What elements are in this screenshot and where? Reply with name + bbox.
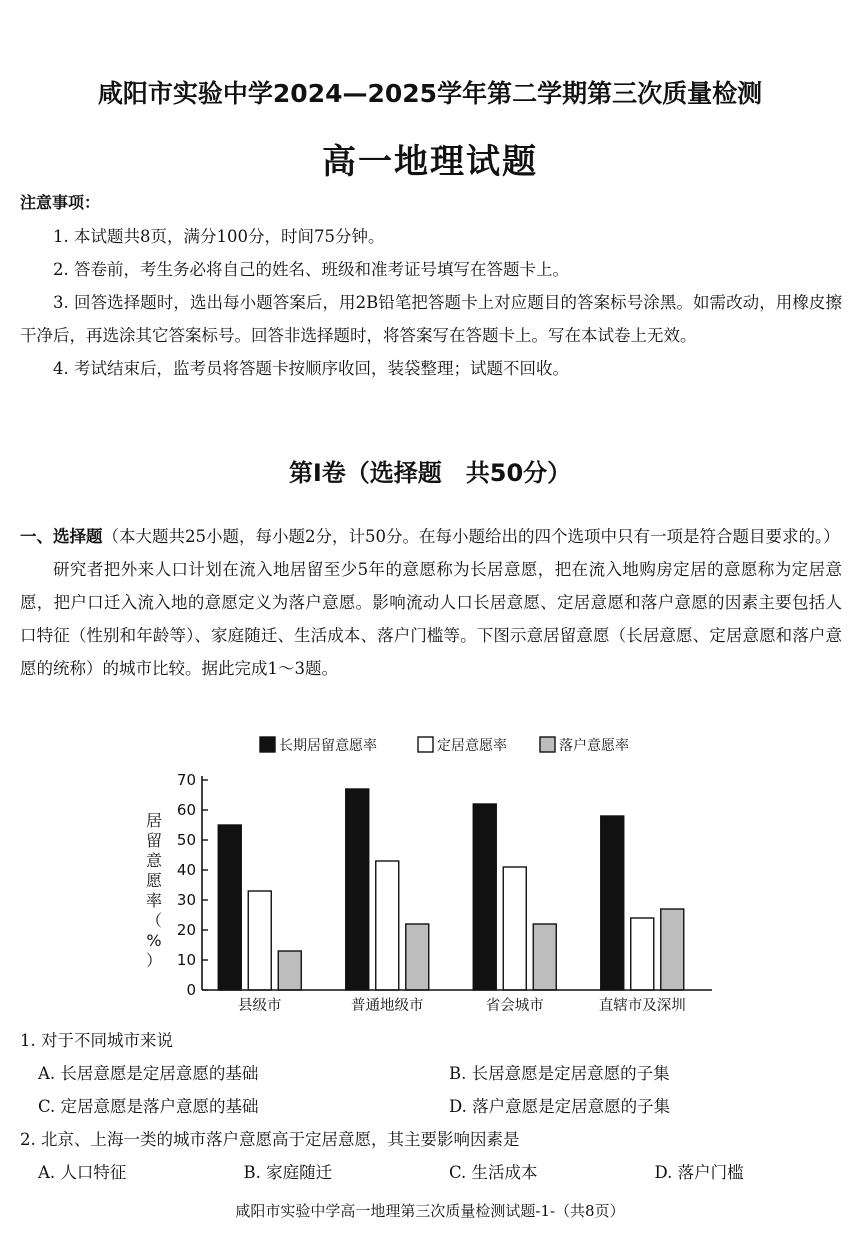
y-tick-label: 0 — [186, 981, 196, 999]
bar — [533, 924, 556, 990]
part-instructions — [20, 520, 842, 553]
note-item-2: 2. 答卷前，考生务必将自己的姓名、班级和准考证号填写在答题卡上。 — [53, 260, 569, 279]
chart-bars — [218, 789, 684, 990]
questions — [20, 1024, 842, 1189]
part-description: （本大题共25小题，每小题2分，计50分。在每小题给出的四个选项中只有一项是符合题目要求的。） — [102, 527, 840, 546]
question-intro — [20, 520, 842, 685]
notes-heading: 注意事项： — [20, 193, 101, 212]
bar — [473, 804, 496, 990]
y-tick-label: 50 — [176, 831, 196, 849]
bar — [248, 891, 271, 990]
q1-option-a: A. 长居意愿是定居意愿的基础 — [38, 1064, 259, 1083]
legend-label: 落户意愿率 — [559, 738, 629, 754]
section-title: 第Ⅰ卷（选择题 共50分） — [288, 459, 572, 487]
passage: 研究者把外来人口计划在流入地居留至少5年的意愿称为长居意愿，把在流入地购房定居的意愿称为定居意愿，把户口迁入流入地的意愿定义为落户意愿。影响流动人口长居意愿、定居意愿和落户意愿的因素主要包括人口特征（性别和年龄等）、家庭随迁、生活成本、落户门槛等。下图示意居留意愿（长居意愿、定居意愿和落户意愿的统称）的城市比较。据此完成1～3题。 — [20, 560, 842, 678]
x-tick-label: 县级市 — [238, 998, 282, 1014]
q2-option-b: B. 家庭随迁 — [243, 1163, 333, 1182]
y-tick-label: 40 — [176, 861, 196, 879]
legend-label: 长期居留意愿率 — [279, 738, 377, 754]
legend-swatch — [260, 737, 275, 752]
bar — [376, 861, 399, 990]
bar — [406, 924, 429, 990]
bar — [503, 867, 526, 990]
y-tick-label: 20 — [176, 921, 196, 939]
exam-subject-title: 高一地理试题 — [322, 142, 538, 182]
chart-legend — [260, 737, 629, 754]
bar — [346, 789, 369, 990]
note-item-1: 1. 本试题共8页，满分100分，时间75分钟。 — [53, 227, 385, 246]
q2-option-a: A. 人口特征 — [38, 1163, 127, 1182]
notes-list — [20, 220, 842, 385]
q1-option-c: C. 定居意愿是落户意愿的基础 — [38, 1097, 259, 1116]
exam-title: 咸阳市实验中学2024—2025学年第二学期第三次质量检测 — [97, 79, 763, 108]
question-1-options — [20, 1057, 842, 1123]
x-tick-label: 省会城市 — [485, 998, 544, 1014]
y-tick-label: 70 — [176, 771, 196, 789]
residence-intention-chart — [130, 728, 730, 1018]
note-item-4: 4. 考试结束后，监考员将答题卡按顺序收回，装袋整理；试题不回收。 — [53, 359, 569, 378]
y-tick-label: 10 — [176, 951, 196, 969]
bar — [631, 918, 654, 990]
legend-swatch — [540, 737, 555, 752]
bar — [661, 909, 684, 990]
question-2-stem: 2. 北京、上海一类的城市落户意愿高于定居意愿，其主要影响因素是 — [20, 1130, 520, 1149]
y-tick-label: 30 — [176, 891, 196, 909]
x-tick-label: 直辖市及深圳 — [598, 998, 686, 1014]
page-footer: 咸阳市实验中学高一地理第三次质量检测试题-1-（共8页） — [235, 1202, 625, 1220]
y-tick-label: 60 — [176, 801, 196, 819]
question-2-options — [20, 1156, 842, 1189]
q2-option-d: D. 落户门槛 — [654, 1163, 744, 1182]
bar — [601, 816, 624, 990]
question-1-stem: 1. 对于不同城市来说 — [20, 1031, 173, 1050]
q1-option-d: D. 落户意愿是定居意愿的子集 — [449, 1097, 671, 1116]
y-axis-label — [146, 811, 162, 970]
x-axis — [202, 990, 712, 1014]
bar — [278, 951, 301, 990]
bar — [218, 825, 241, 990]
q2-option-c: C. 生活成本 — [449, 1163, 538, 1182]
legend-swatch — [418, 737, 433, 752]
q1-option-b: B. 长居意愿是定居意愿的子集 — [449, 1064, 670, 1083]
note-item-3: 3. 回答选择题时，选出每小题答案后，用2B铅笔把答题卡上对应题目的答案标号涂黑。如需改动，用橡皮擦干净后，再选涂其它答案标号。回答非选择题时，将答案写在答题卡上。写在本试卷上无效。 — [20, 293, 842, 345]
y-axis — [177, 771, 208, 999]
part-label: 一、选择题 — [20, 527, 103, 546]
x-tick-label: 普通地级市 — [351, 998, 424, 1014]
y-axis-label-text: 居留意愿率（%） — [145, 811, 163, 970]
legend-label: 定居意愿率 — [437, 738, 507, 754]
